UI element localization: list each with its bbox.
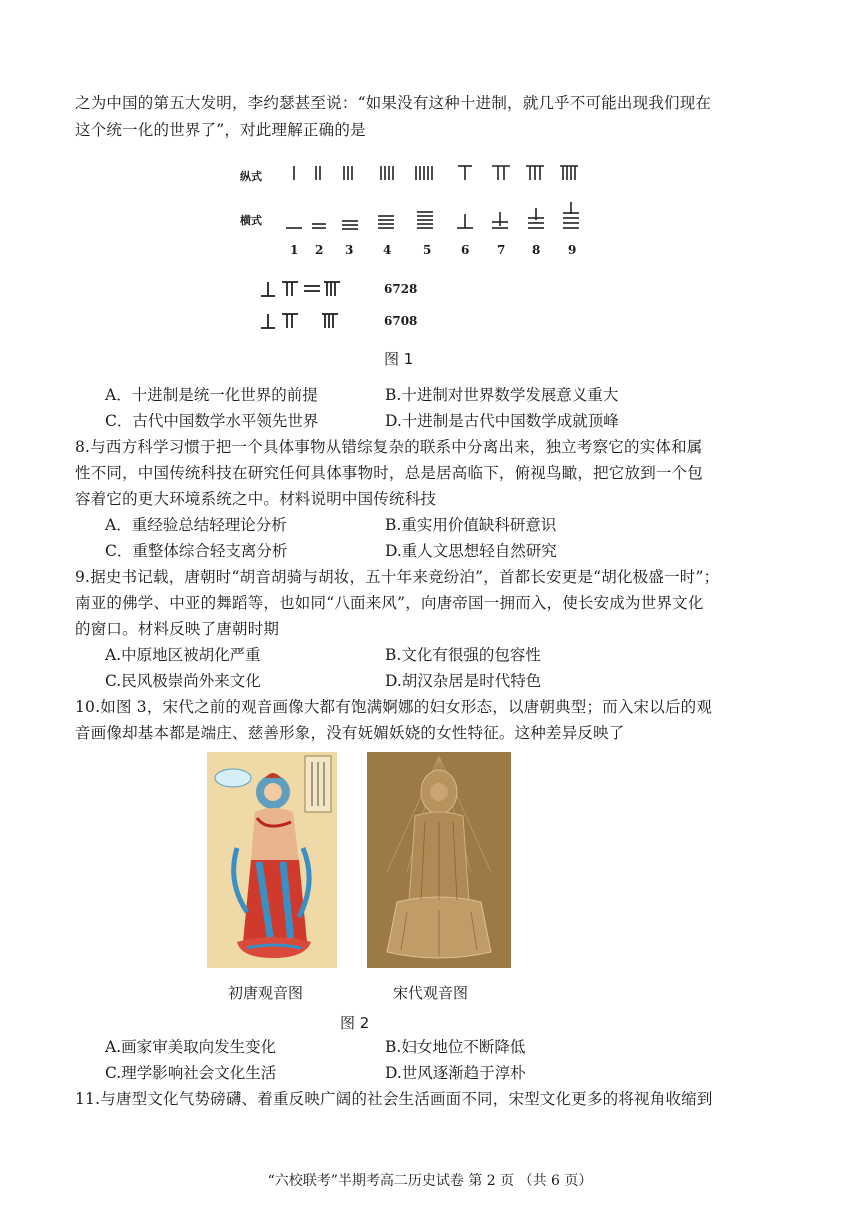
figure-1-caption: 图 1: [384, 350, 414, 368]
q8-text-line2: 性不同，中国传统科技在研究任何具体事物时，总是居高临下，俯视鸟瞰，把它放到一个包: [75, 464, 704, 482]
song-caption: 宋代观音图: [393, 984, 469, 1002]
q10-option-a: A.画家审美取向发生变化: [105, 1038, 277, 1056]
q9-text-line3: 的窗口。材料反映了唐朝时期: [75, 620, 280, 638]
q8-option-b: B.重实用价值缺科研意识: [385, 516, 557, 534]
q7-option-b: B.十进制对世界数学发展意义重大: [385, 386, 619, 404]
rod-number: 7: [497, 243, 506, 257]
q7-option-c: C．古代中国数学水平领先世界: [105, 412, 319, 430]
example-6728-label: 6728: [384, 282, 418, 296]
q8-text-line3: 容着它的更大环境系统之中。材料说明中国传统科技: [75, 490, 437, 508]
rod-numeral-glyphs: [280, 160, 590, 240]
song-guanyin-painting: [367, 752, 511, 968]
q9-option-c: C.民风极崇尚外来文化: [105, 672, 261, 690]
rod-number: 5: [423, 243, 432, 257]
figure-2-caption: 图 2: [340, 1014, 370, 1032]
q7-text-line2: 这个统一化的世界了”，对此理解正确的是: [75, 121, 366, 139]
q10-option-c: C.理学影响社会文化生活: [105, 1064, 277, 1082]
q11-text-line1: 11.与唐型文化气势磅礴、着重反映广阔的社会生活画面不同，宋型文化更多的将视角收缩到: [75, 1090, 713, 1108]
example-6708-label: 6708: [384, 314, 418, 328]
q9-text-line1: 9.据史书记载，唐朝时“胡音胡骑与胡妆，五十年来竞纷泊”，首都长安更是“胡化极盛一时”；: [75, 568, 720, 586]
q9-option-b: B.文化有很强的包容性: [385, 646, 541, 664]
rod-number: 2: [315, 243, 324, 257]
q8-text-line1: 8.与西方科学习惯于把一个具体事物从错综复杂的联系中分离出来，独立考察它的实体和属: [75, 438, 703, 456]
rod-number-examples: [258, 278, 348, 334]
q7-option-d: D.十进制是古代中国数学成就顶峰: [385, 412, 619, 430]
q10-text-line2: 音画像却基本都是端庄、慈善形象，没有妩媚妖娆的女性特征。这种差异反映了: [75, 724, 625, 742]
early-tang-caption: 初唐观音图: [228, 984, 304, 1002]
q8-option-c: C．重整体综合轻支离分析: [105, 542, 288, 560]
q8-option-d: D.重人文思想轻自然研究: [385, 542, 557, 560]
q7-text-line1: 之为中国的第五大发明，李约瑟甚至说：“如果没有这种十进制，就几乎不可能出现我们现在: [75, 94, 712, 112]
rod-number: 1: [290, 243, 299, 257]
early-tang-guanyin-painting: [207, 752, 337, 968]
q10-option-d: D.世风逐渐趋于淳朴: [385, 1064, 526, 1082]
page-footer: “六校联考”半期考高二历史试卷 第 2 页 （共 6 页）: [267, 1173, 593, 1189]
rod-number: 9: [568, 243, 577, 257]
q10-text-line1: 10.如图 3，宋代之前的观音画像大都有饱满婀娜的妇女形态，以唐朝典型；而入宋以后的观: [75, 698, 713, 716]
vertical-form-label: 纵式: [240, 170, 262, 183]
q9-option-a: A.中原地区被胡化严重: [105, 646, 261, 664]
rod-number: 4: [383, 243, 392, 257]
rod-number: 3: [345, 243, 354, 257]
rod-number: 6: [461, 243, 470, 257]
horizontal-form-label: 横式: [240, 214, 262, 227]
rod-number: 8: [532, 243, 541, 257]
q9-text-line2: 南亚的佛学、中亚的舞蹈等，也如同“八面来风”，向唐帝国一拥而入，使长安成为世界文化: [75, 594, 704, 612]
q10-option-b: B.妇女地位不断降低: [385, 1038, 526, 1056]
q7-option-a: A．十进制是统一化世界的前提: [105, 386, 318, 404]
q8-option-a: A．重经验总结轻理论分析: [105, 516, 287, 534]
q9-option-d: D.胡汉杂居是时代特色: [385, 672, 542, 690]
